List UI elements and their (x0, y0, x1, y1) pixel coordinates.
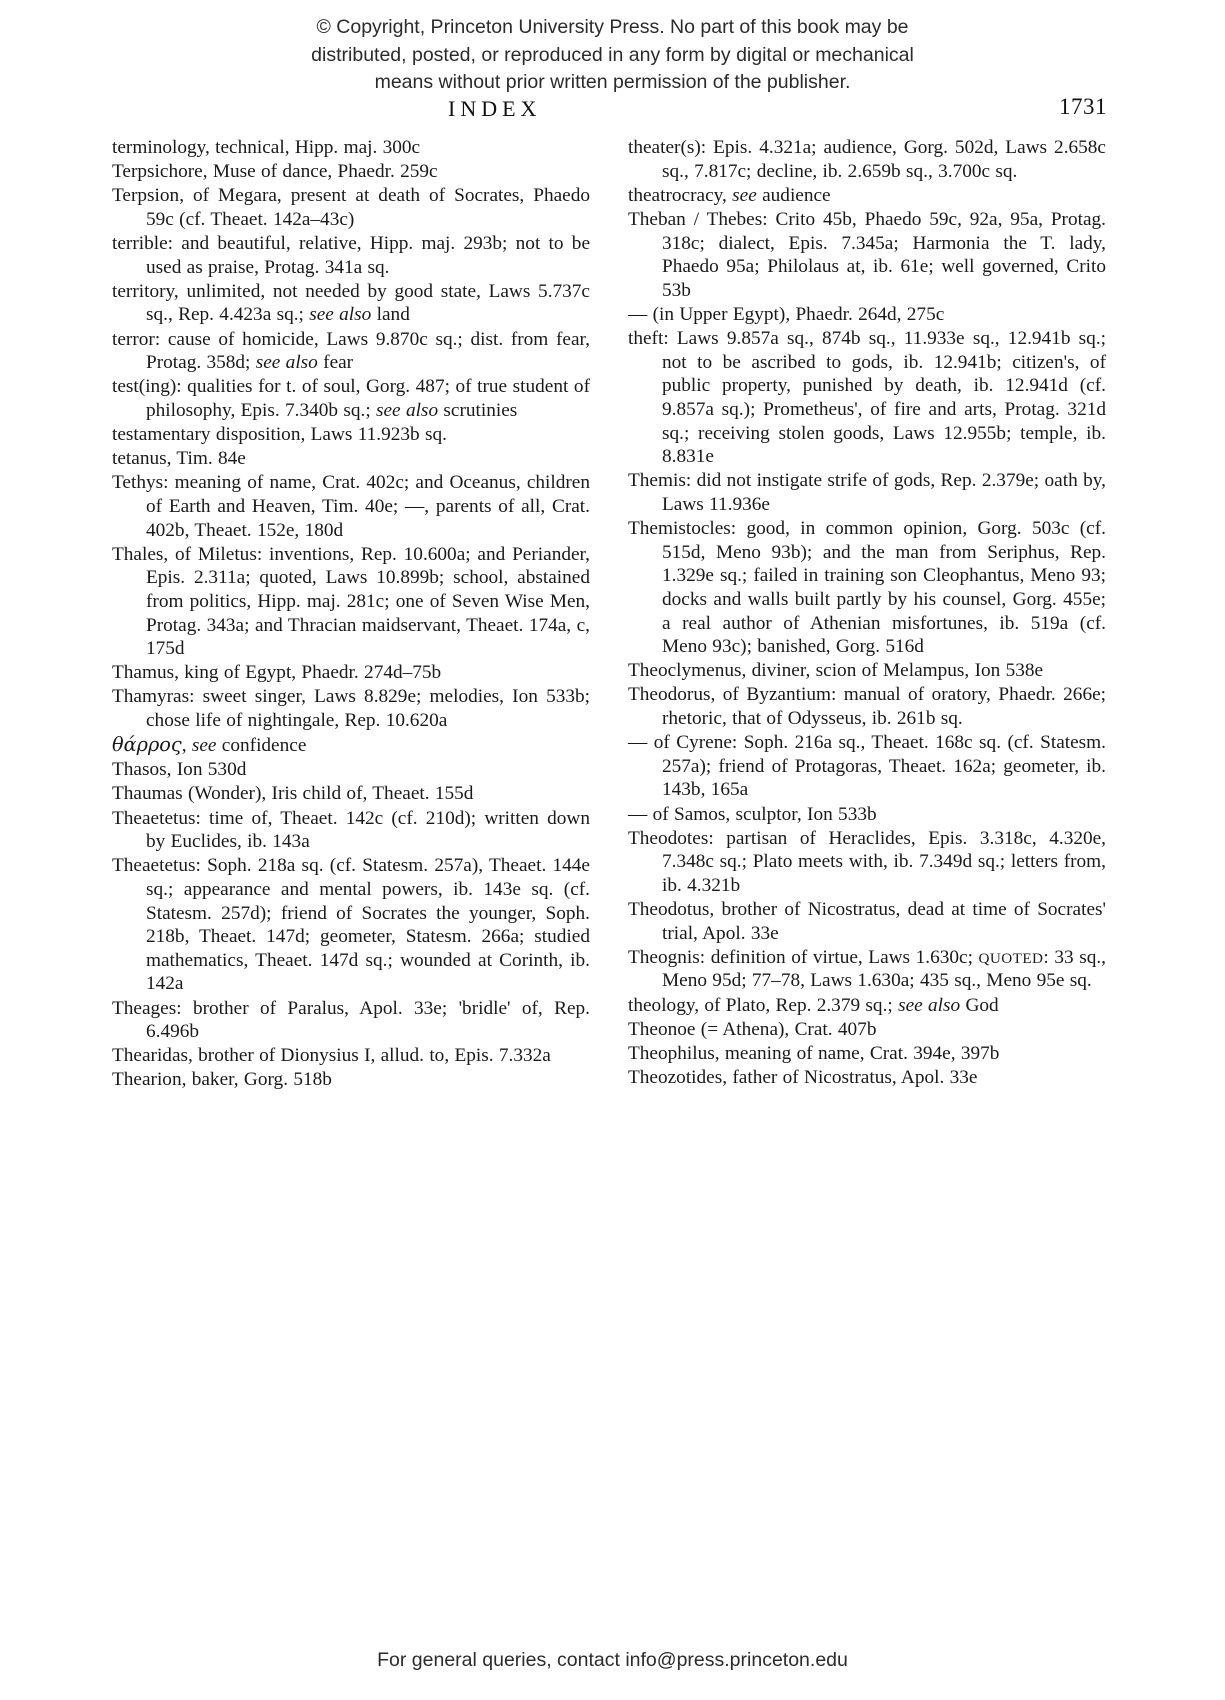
index-entry: Themistocles: good, in common opinion, Gorg. 503c (cf. 515d, Meno 93b); and the man from Seriphus, Rep. 1.329e sq.; failed in training son Cleophantus, Meno 93; docks and walls built partly by his counsel, Gorg. 455e; a real author of Athenian misfortunes, ib. 519a (cf. Meno 93c); banished, Gorg. 516d (628, 518, 1106, 658)
page-footer (0, 1649, 1225, 1672)
page-title: INDEX (448, 96, 542, 121)
index-entry: Thaumas (Wonder), Iris child of, Theaet. 155d (112, 783, 474, 805)
index-entry: Theaetetus: time of, Theaet. 142c (cf. 210d); written down by Euclides, ib. 143a (112, 807, 590, 853)
index-entry: tetanus, Tim. 84e (112, 448, 246, 470)
index-entry: — (in Upper Egypt), Phaedr. 264d, 275c (628, 303, 945, 325)
index-entry: Theognis: definition of virtue, Laws 1.630c; QUOTED: 33 sq., Meno 95d; 77–78, Laws 1.630a; 435 sq., Meno 95e sq. (628, 946, 1106, 992)
index-entry: Theodorus, of Byzantium: manual of oratory, Phaedr. 266e; rhetoric, that of Odysseus, ib. 261b sq. (628, 684, 1106, 729)
index-entry: Theban / Thebes: Crito 45b, Phaedo 59c, 92a, 95a, Protag. 318c; dialect, Epis. 7.345a; Harmonia the T. lady, Phaedo 95a; Philolaus at, ib. 61e; well governed, Crito 53b (628, 208, 1106, 301)
index-entry: Theophilus, meaning of name, Crat. 394e, 397b (628, 1042, 1000, 1064)
footer-text: For general queries, contact info@press.princeton.edu (377, 1649, 848, 1671)
index-entry: Thearion, baker, Gorg. 518b (112, 1069, 332, 1091)
index-entry: Thamyras: sweet singer, Laws 8.829e; melodies, Ion 533b; chose life of nightingale, Rep. 10.620a (112, 686, 590, 731)
index-entry: terror: cause of homicide, Laws 9.870c sq.; dist. from fear, Protag. 358d; see also fear (112, 328, 590, 374)
index-entry: — of Cyrene: Soph. 216a sq., Theaet. 168c sq. (cf. Statesm. 257a); friend of Protagoras, Theaet. 162a; geometer, ib. 143b, 165a (628, 732, 1106, 801)
copyright-line-3: means without prior written permission of the publisher. (374, 71, 851, 94)
index-entry: testamentary disposition, Laws 11.923b sq. (112, 424, 447, 445)
index-entry: theater(s): Epis. 4.321a; audience, Gorg. 502d, Laws 2.658c sq., 7.817c; decline, ib. 2.659b sq., 3.700c sq. (628, 137, 1106, 182)
index-entry: Theoclymenus, diviner, scion of Melampus, Ion 538e (628, 660, 1044, 682)
copyright-line-1: © Copyright, Princeton University Press. No part of this book may be (316, 16, 909, 38)
index-entry: Theodotes: partisan of Heraclides, Epis. 3.318c, 4.320e, 7.348c sq.; Plato meets with, ib. 7.349d sq.; letters from, ib. 4.321b (628, 827, 1106, 896)
index-entry: Theodotus, brother of Nicostratus, dead at time of Socrates' trial, Apol. 33e (628, 899, 1106, 944)
index-entry: theft: Laws 9.857a sq., 874b sq., 11.933e sq., 12.941b sq.; not to be ascribed to gods, ib. 12.941b; citizen's, of public property, punished by death, ib. 12.941d (cf. 9.857a sq.); Prometheus', of fire and arts, Protag. 321d sq.; receiving stolen goods, Laws 12.955b; temple, ib. 8.831e (628, 328, 1106, 468)
index-entry: Thearidas, brother of Dionysius I, allud. to, Epis. 7.332a (112, 1045, 551, 1067)
index-entry: theatrocracy, see audience (628, 184, 831, 206)
index-entry: theology, of Plato, Rep. 2.379 sq.; see also God (628, 994, 999, 1016)
index-entry: Thales, of Miletus: inventions, Rep. 10.600a; and Periander, Epis. 2.311a; quoted, Laws 10.899b; school, abstained from politics, Hipp. maj. 281c; one of Seven Wise Men, Protag. 343a; and Thracian maidservant, Theaet. 174a, c, 175d (112, 543, 590, 660)
index-entry: Terpsion, of Megara, present at death of Socrates, Phaedo 59c (cf. Theaet. 142a–43c) (112, 185, 590, 230)
index-entry: terminology, technical, Hipp. maj. 300c (112, 137, 421, 158)
index-entry: Theonoe (= Athena), Crat. 407b (628, 1018, 877, 1040)
quoted-marker: QUOTED (978, 949, 1044, 967)
index-columns (112, 136, 1125, 1093)
index-entry: Thasos, Ion 530d (112, 759, 247, 781)
index-entry: territory, unlimited, not needed by good state, Laws 5.737c sq., Rep. 4.423a sq.; see also land (112, 280, 590, 326)
index-entry: Themis: did not instigate strife of gods, Rep. 2.379e; oath by, Laws 11.936e (628, 470, 1106, 515)
page-header (118, 96, 1107, 126)
index-column-left (112, 136, 590, 1093)
index-entry: test(ing): qualities for t. of soul, Gorg. 487; of true student of philosophy, Epis. 7.340b sq.; see also scrutinies (112, 376, 590, 421)
index-entry: — of Samos, sculptor, Ion 533b (628, 803, 877, 825)
page-number: 1731 (1059, 94, 1107, 119)
index-entry: Theages: brother of Paralus, Apol. 33e; 'bridle' of, Rep. 6.496b (112, 997, 590, 1043)
index-entry: terrible: and beautiful, relative, Hipp. maj. 293b; not to be used as praise, Protag. 341a sq. (112, 233, 590, 278)
index-entry: Theozotides, father of Nicostratus, Apol. 33e (628, 1066, 978, 1088)
copyright-notice (0, 14, 1225, 97)
index-entry: Theaetetus: Soph. 218a sq. (cf. Statesm. 257a), Theaet. 144e sq.; appearance and mental powers, ib. 143e sq. (cf. Statesm. 257d); friend of Socrates the younger, Soph. 218b, Theaet. 147d; geometer, Statesm. 266a; studied mathematics, Theaet. 147d sq.; wounded at Corinth, ib. 142a (112, 855, 590, 995)
index-entry: Thamus, king of Egypt, Phaedr. 274d–75b (112, 662, 442, 684)
copyright-line-2: distributed, posted, or reproduced in any form by digital or mechanical (311, 43, 914, 66)
index-entry: θάρρος, see confidence (112, 733, 307, 757)
index-column-right (628, 136, 1106, 1093)
greek-term: θάρρος (112, 733, 182, 757)
index-entry: Tethys: meaning of name, Crat. 402c; and Oceanus, children of Earth and Heaven, Tim. 40e; —, parents of all, Crat. 402b, Theaet. 152e, 180d (112, 472, 590, 541)
index-entry: Terpsichore, Muse of dance, Phaedr. 259c (112, 161, 438, 183)
